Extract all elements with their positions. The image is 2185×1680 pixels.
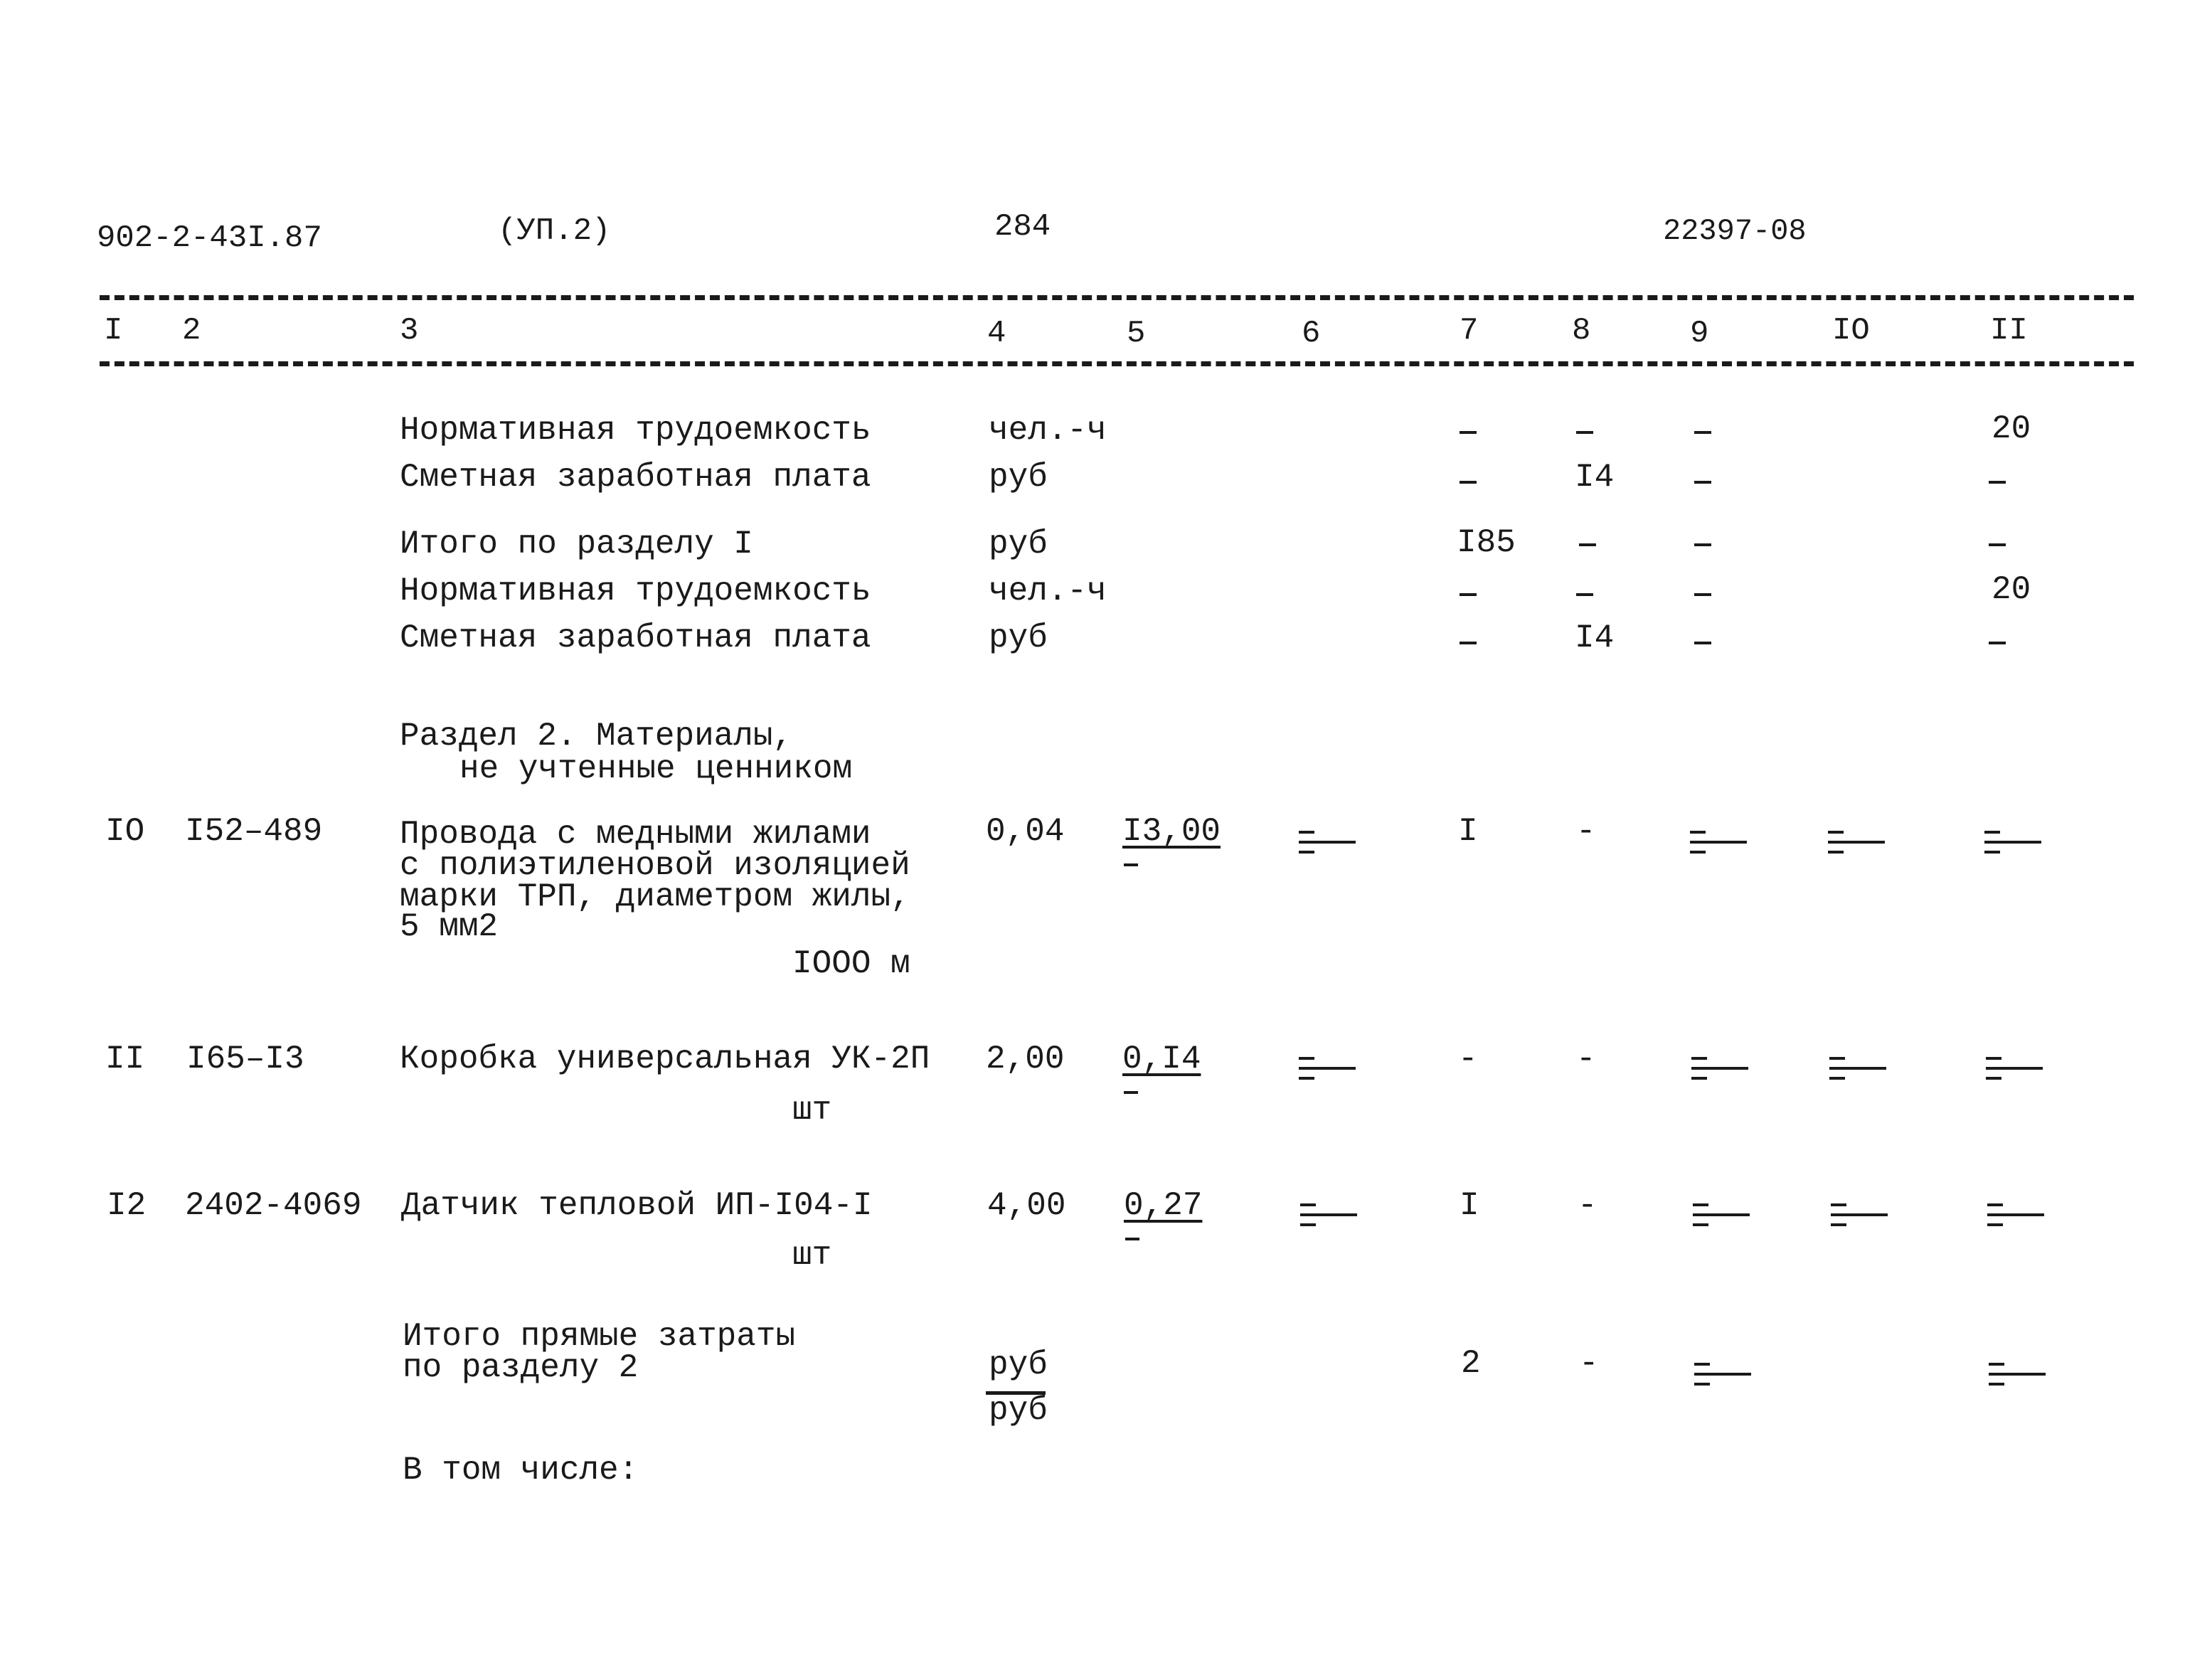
column-header-8: 8 bbox=[1572, 313, 1591, 349]
document-code: 902-2-43I.87 bbox=[97, 220, 322, 256]
dash-mark bbox=[1694, 543, 1711, 546]
total1-value-col7: I85 bbox=[1457, 524, 1516, 561]
dash-mark bbox=[1124, 863, 1138, 866]
column-header-4: 4 bbox=[987, 316, 1006, 351]
row-description-line: марки ТРП, диаметром жилы, bbox=[400, 878, 910, 915]
dash-mark bbox=[1460, 481, 1477, 484]
row-value-col7: - bbox=[1458, 1041, 1478, 1078]
column-header-5: 5 bbox=[1127, 316, 1146, 351]
row-unit: IOOO м bbox=[792, 945, 910, 982]
row-quantity: 0,04 bbox=[986, 813, 1065, 850]
ditto-mark bbox=[1691, 1053, 1748, 1084]
row-value-col8: - bbox=[1578, 1187, 1597, 1224]
ditto-mark bbox=[1829, 1053, 1886, 1084]
dash-mark bbox=[1694, 593, 1711, 596]
ditto-mark bbox=[1986, 1053, 2043, 1084]
row-unit: шт bbox=[792, 1237, 832, 1274]
row-description-line: Датчик тепловой ИП-I04-I bbox=[401, 1187, 873, 1224]
total1-unit: руб bbox=[989, 526, 1048, 563]
wage-unit: руб bbox=[989, 459, 1048, 496]
total1-labor-label: Нормативная трудоемкость bbox=[400, 573, 871, 610]
including-label: В том числе: bbox=[403, 1452, 639, 1489]
dash-mark bbox=[1460, 642, 1477, 644]
column-header-9: 9 bbox=[1690, 316, 1709, 351]
row-description-line: с полиэтиленовой изоляцией bbox=[400, 847, 910, 884]
dash-mark bbox=[1694, 642, 1711, 644]
row-code: I52–489 bbox=[185, 813, 323, 850]
ditto-mark bbox=[1987, 1199, 2044, 1230]
ditto-mark bbox=[1300, 1199, 1357, 1230]
labor-unit: чел.-ч bbox=[989, 412, 1107, 449]
row-value-col8: - bbox=[1576, 813, 1596, 850]
row-quantity: 2,00 bbox=[986, 1041, 1065, 1078]
column-header-10: IO bbox=[1832, 313, 1870, 349]
row-value-col7: I bbox=[1458, 813, 1478, 850]
dash-mark bbox=[1694, 431, 1711, 434]
row-quantity: 4,00 bbox=[987, 1187, 1066, 1224]
ditto-mark bbox=[1690, 826, 1747, 858]
wage-value-col8: I4 bbox=[1575, 459, 1615, 496]
total2-unit-bottom: руб bbox=[989, 1392, 1048, 1429]
ditto-mark bbox=[1831, 1199, 1888, 1230]
section2-title-line2: не учтенные ценником bbox=[459, 750, 853, 787]
ditto-mark bbox=[1984, 826, 2041, 858]
row-price: 0,27 bbox=[1124, 1187, 1203, 1224]
archive-number: 22397-08 bbox=[1663, 214, 1807, 248]
row-number: II bbox=[105, 1041, 145, 1078]
column-header-2: 2 bbox=[182, 313, 201, 349]
dash-mark bbox=[1460, 431, 1477, 434]
ditto-mark bbox=[1299, 1053, 1356, 1084]
ditto-mark bbox=[1828, 826, 1885, 858]
column-header-7: 7 bbox=[1460, 313, 1479, 349]
section2-title-line1: Раздел 2. Материалы, bbox=[400, 718, 793, 755]
column-header-6: 6 bbox=[1302, 316, 1321, 351]
column-header-11: II bbox=[1990, 313, 2028, 349]
column-header-3: 3 bbox=[400, 313, 419, 349]
section-label: (УП.2) bbox=[498, 213, 611, 249]
row-unit: шт bbox=[792, 1092, 832, 1129]
dash-mark bbox=[1989, 642, 2006, 644]
total2-label-line2: по разделу 2 bbox=[403, 1349, 639, 1386]
dash-mark bbox=[1694, 481, 1711, 484]
total2-label-line1: Итого прямые затраты bbox=[403, 1318, 796, 1355]
dash-mark bbox=[1124, 1091, 1138, 1094]
dash-mark bbox=[1989, 481, 2006, 484]
wage-label: Сметная заработная плата bbox=[400, 459, 871, 496]
labor-value-col11: 20 bbox=[1992, 410, 2031, 447]
ditto-mark bbox=[1693, 1199, 1750, 1230]
row-value-col7: I bbox=[1460, 1187, 1479, 1224]
total2-value-col7: 2 bbox=[1461, 1345, 1481, 1382]
page-number: 284 bbox=[994, 209, 1051, 245]
ditto-mark bbox=[1299, 826, 1356, 858]
dash-mark bbox=[1460, 593, 1477, 596]
header-rule-bottom bbox=[100, 361, 2134, 366]
dash-mark bbox=[1125, 1238, 1139, 1240]
row-description-line: Провода с медными жилами bbox=[400, 816, 871, 853]
total1-labor-unit: чел.-ч bbox=[989, 573, 1107, 610]
total1-wage-value-col8: I4 bbox=[1575, 620, 1615, 656]
row-number: IO bbox=[105, 813, 145, 850]
row-value-col8: - bbox=[1576, 1041, 1596, 1078]
row-number: I2 bbox=[107, 1187, 147, 1224]
dash-mark bbox=[1576, 431, 1593, 434]
total1-wage-label: Сметная заработная плата bbox=[400, 620, 871, 656]
row-description-line: Коробка универсальная УК-2П bbox=[400, 1041, 930, 1078]
labor-label: Нормативная трудоемкость bbox=[400, 412, 871, 449]
ditto-mark bbox=[1694, 1359, 1751, 1390]
row-code: I65–I3 bbox=[186, 1041, 304, 1078]
ditto-mark bbox=[1989, 1359, 2046, 1390]
dash-mark bbox=[1579, 543, 1596, 546]
total2-unit-top: руб bbox=[989, 1346, 1048, 1383]
dash-mark bbox=[1576, 593, 1593, 596]
column-header-1: I bbox=[104, 313, 123, 349]
row-price: 0,I4 bbox=[1122, 1041, 1201, 1078]
row-price: I3,00 bbox=[1122, 813, 1221, 850]
header-rule-top bbox=[100, 295, 2134, 300]
dash-mark bbox=[1989, 543, 2006, 546]
total2-value-col8: - bbox=[1579, 1345, 1599, 1382]
row-code: 2402-4069 bbox=[185, 1187, 362, 1224]
total1-labor-value-col11: 20 bbox=[1992, 571, 2031, 608]
row-description-line: 5 мм2 bbox=[400, 908, 499, 945]
total1-wage-unit: руб bbox=[989, 620, 1048, 656]
total1-label: Итого по разделу I bbox=[400, 526, 753, 563]
